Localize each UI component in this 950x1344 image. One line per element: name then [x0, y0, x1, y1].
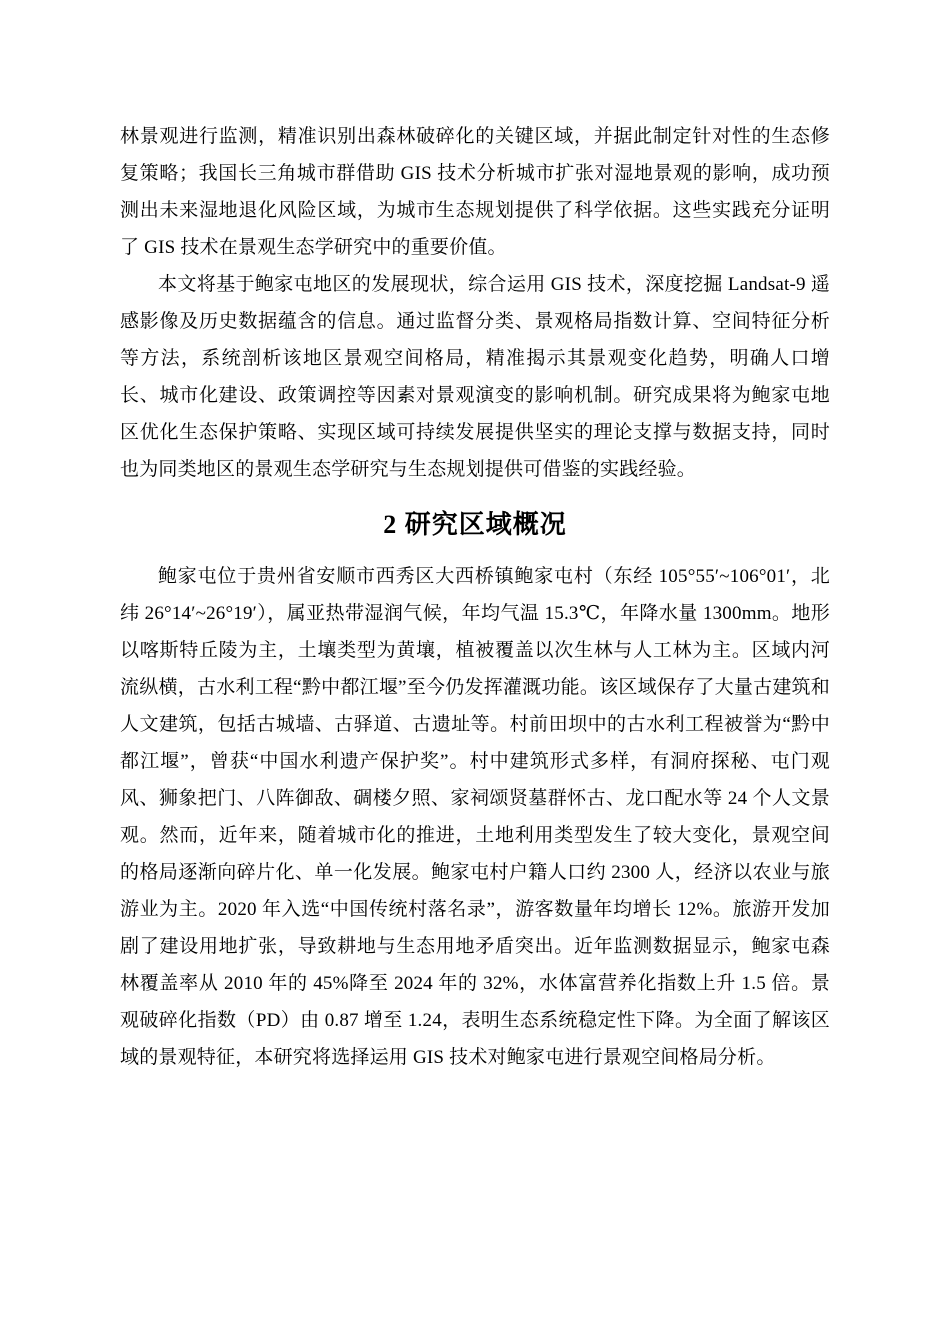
paragraph-gis-practice-continuation: 林景观进行监测，精准识别出森林破碎化的关键区域，并据此制定针对性的生态修复策略；我国长三角城市群借助 GIS 技术分析城市扩张对湿地景观的影响，成功预测出未来湿地退化风险区域，为城市生态规划提供了科学依据。这些实践充分证明了 GIS 技术在景观生态学研究中的重要价值。	[120, 126, 830, 258]
paragraph-study-area-overview: 鲍家屯位于贵州省安顺市西秀区大西桥镇鲍家屯村（东经 105°55′~106°01′，北纬 26°14′~26°19′），属亚热带湿润气候，年均气温 15.3℃，年降水量 1300mm。地形以喀斯特丘陵为主，土壤类型为黄壤，植被覆盖以次生林与人工林为主。区域内河流纵横，古水利工程“黔中都江堰”至今仍发挥灌溉功能。该区域保存了大量古建筑和人文建筑，包括古城墙、古驿道、古遗址等。村前田坝中的古水利工程被誉为“黔中都江堰”，曾获“中国水利遗产保护奖”。村中建筑形式多样，有洞府探秘、屯门观风、狮象把门、八阵御敌、碉楼夕照、家祠颂贤墓群怀古、龙口配水等 24 个人文景观。然而，近年来，随着城市化的推进，土地利用类型发生了较大变化，景观空间的格局逐渐向碎片化、单一化发展。鲍家屯村户籍人口约 2300 人，经济以农业与旅游业为主。2020 年入选“中国传统村落名录”，游客数量年均增长 12%。旅游开发加剧了建设用地扩张，导致耕地与生态用地矛盾突出。近年监测数据显示，鲍家屯森林覆盖率从 2010 年的 45%降至 2024 年的 32%，水体富营养化指数上升 1.5 倍。景观破碎化指数（PD）由 0.87 增至 1.24，表明生态系统稳定性下降。为全面了解该区域的景观特征，本研究将选择运用 GIS 技术对鲍家屯进行景观空间格局分析。	[120, 566, 830, 1068]
section-heading-study-area: 2 研究区域概况	[383, 510, 567, 539]
paragraph-research-intent: 本文将基于鲍家屯地区的发展现状，综合运用 GIS 技术，深度挖掘 Landsat-9 遥感影像及历史数据蕴含的信息。通过监督分类、景观格局指数计算、空间特征分析等方法，系统剖析该地区景观空间格局，精准揭示其景观变化趋势，明确人口增长、城市化建设、政策调控等因素对景观演变的影响机制。研究成果将为鲍家屯地区优化生态保护策略、实现区域可持续发展提供坚实的理论支撑与数据支持，同时也为同类地区的景观生态学研究与生态规划提供可借鉴的实践经验。	[120, 274, 830, 480]
